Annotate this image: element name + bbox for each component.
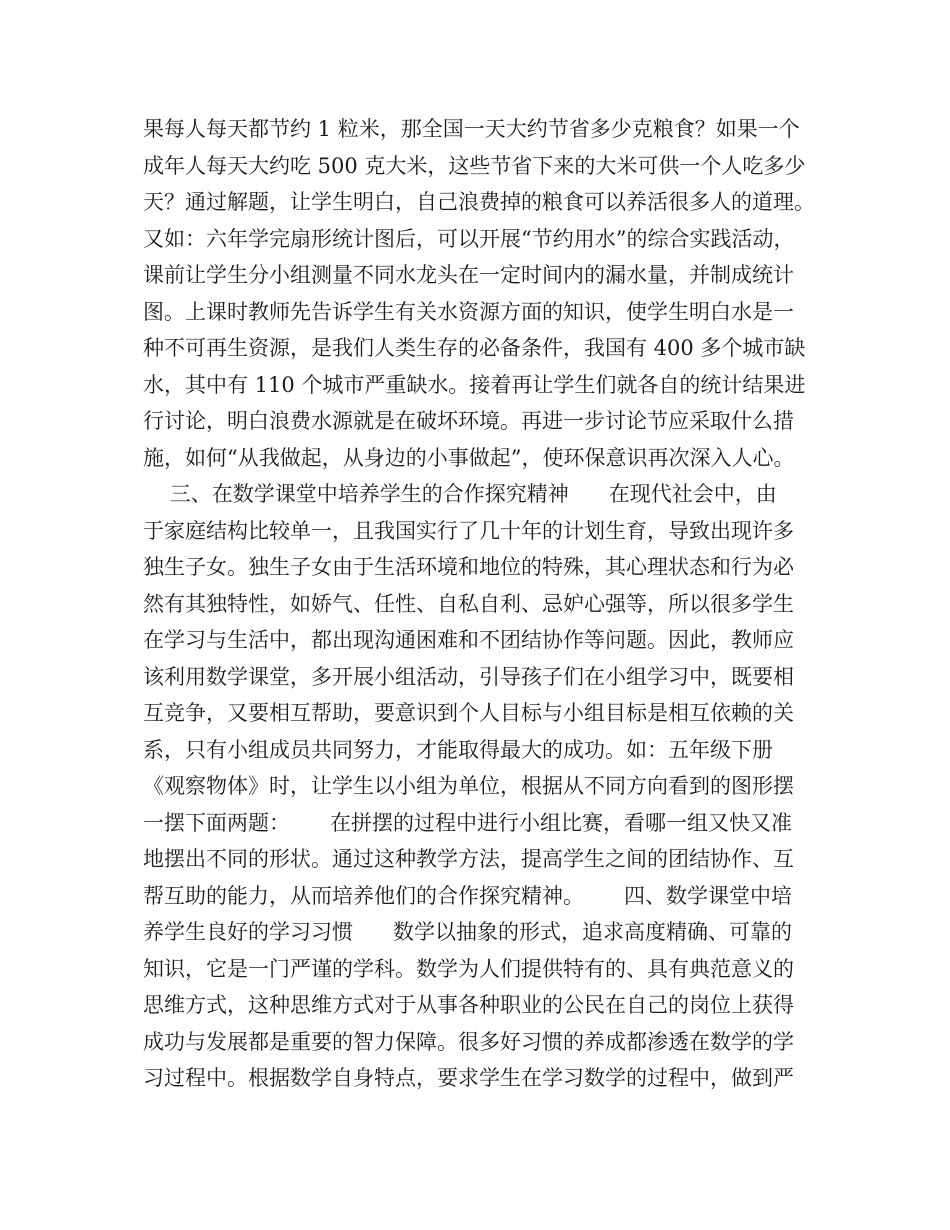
text-line: 思维方式，这种思维方式对于从事各种职业的公民在自己的岗位上获得 — [143, 993, 794, 1017]
text-line: 在学习与生活中，都出现沟通困难和不团结协作等问题。因此，教师应 — [143, 628, 794, 652]
text-line: 该利用数学课堂，多开展小组活动，引导孩子们在小组学习中，既要相 — [143, 664, 794, 689]
text-line: 水，其中有 110 个城市严重缺水。接着再让学生们就各自的统计结果进 — [143, 372, 806, 397]
text-line: 然有其独特性，如娇气、任性、自私自利、忌妒心强等，所以很多学生 — [143, 591, 794, 616]
section-heading-line: 三、在数学课堂中培养学生的合作探究精神 在现代社会中，由 — [143, 482, 777, 506]
body-text — [143, 111, 833, 1097]
text-line: 行讨论，明白浪费水源就是在破坏环境。再进一步讨论节应采取什么措 — [143, 409, 794, 433]
text-line: 养学生良好的学习习惯 数学以抽象的形式，追求高度精确、可靠的 — [143, 920, 793, 944]
text-line: 习过程中。根据数学自身特点，要求学生在学习数学的过程中，做到严 — [143, 1066, 794, 1090]
text-line: 《观察物体》时，让学生以小组为单位，根据从不同方向看到的图形摆 — [143, 774, 794, 798]
text-line: 独生子女。独生子女由于生活环境和地位的特殊，其心理状态和行为必 — [143, 555, 794, 579]
text-line: 种不可再生资源，是我们人类生存的必备条件，我国有 400 多个城市缺 — [143, 336, 806, 360]
text-line: 天？通过解题，让学生明白，自己浪费掉的粮食可以养活很多人的道理。 — [143, 190, 815, 214]
text-line: 又如：六年学完扇形统计图后，可以开展“节约用水”的综合实践活动， — [143, 226, 795, 251]
text-line: 知识，它是一门严谨的学科。数学为人们提供特有的、具有典范意义的 — [143, 956, 794, 981]
text-line: 一摆下面两题： 在拼摆的过程中进行小组比赛，看哪一组又快又准 — [143, 810, 793, 835]
text-line: 地摆出不同的形状。通过这种教学方法，提高学生之间的团结协作、互 — [143, 847, 794, 871]
text-line: 果每人每天都节约 1 粒米，那全国一天大约节省多少克粮食？如果一个 — [143, 117, 800, 141]
text-line: 图。上课时教师先告诉学生有关水资源方面的知识，使学生明白水是一 — [143, 299, 794, 324]
section-heading-line: 帮互助的能力，从而培养他们的合作探究精神。 四、数学课堂中培 — [143, 883, 793, 908]
text-line: 于家庭结构比较单一，且我国实行了几十年的计划生育，导致出现许多 — [143, 518, 794, 543]
text-line: 课前让学生分小组测量不同水龙头在一定时间内的漏水量，并制成统计 — [143, 263, 794, 287]
text-line: 系，只有小组成员共同努力，才能取得最大的成功。如：五年级下册 — [143, 737, 773, 762]
text-line: 成功与发展都是重要的智力保障。很多好习惯的养成都渗透在数学的学 — [143, 1029, 794, 1054]
text-line: 成年人每天大约吃 500 克大米，这些节省下来的大米可供一个人吃多少 — [143, 153, 806, 178]
text-line: 互竞争，又要相互帮助，要意识到个人目标与小组目标是相互依赖的关 — [143, 701, 794, 725]
text-line: 施，如何“从我做起，从身边的小事做起”，使环保意识再次深入人心。 — [143, 445, 795, 470]
